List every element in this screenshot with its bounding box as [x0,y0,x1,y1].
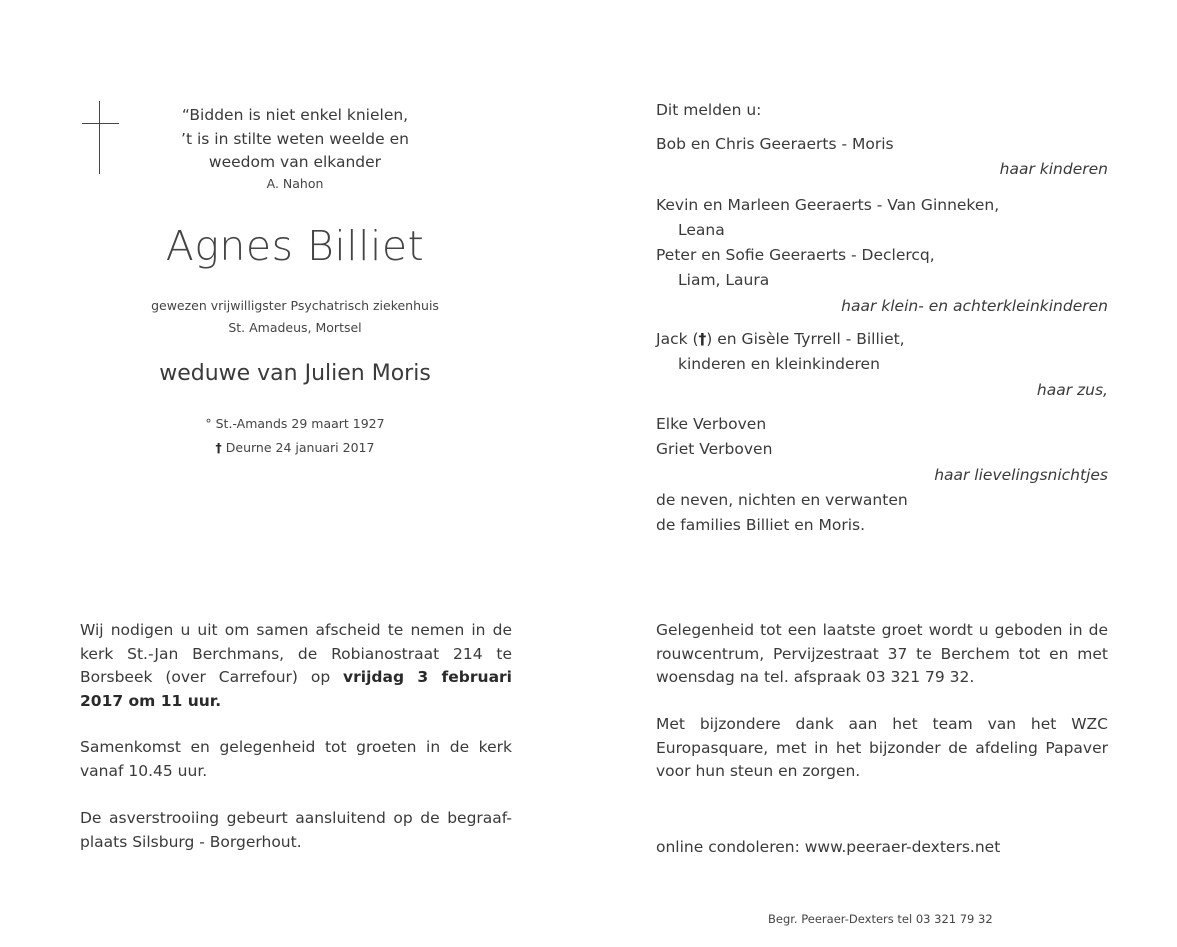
sister-label: haar zus, [1036,381,1108,399]
thanks-paragraph: Met bijzondere dank aan het team van het WZC Europasquare, met in het bijzonder de afdeling Papaver voor hun steun en zorgen. [656,715,1108,780]
widow-of: weduwe van Julien Moris [159,361,431,386]
niece-name: Griet Verboven [656,440,773,458]
birth-date: ° St.-Amands 29 maart 1927 [205,416,385,431]
grandchildren-label: haar klein- en achterkleinkinderen [841,297,1108,315]
quote-line: ’t is in stilte weten weelde en [181,129,409,148]
quote-author: A. Nahon [266,176,324,191]
role-line: gewezen vrijwilligster Psychatrisch ziekenhuis [151,298,439,313]
grandchildren-kids: Leana [678,221,725,239]
quote [100,104,490,175]
announcement-intro: Dit melden u: [656,101,762,119]
farewell-paragraph: Gelegenheid tot een laatste groet wordt u geboden in de rouwcentrum, Pervijzestraat 37 te Berchem tot en met woensdag na tel. afspraak 03 321 79 32. [656,621,1108,686]
grandchildren-kids: Liam, Laura [678,271,770,289]
ash-scattering-paragraph: De asverstrooiing gebeurt aansluitend op de begraaf-plaats Silsburg - Borgerhout. [80,809,512,851]
deceased-name: Agnes Billiet [165,222,425,270]
grandchildren-line: Kevin en Marleen Geeraerts - Van Ginneken, [656,196,1000,214]
life-dates [100,412,490,460]
sister-line: Jack (†) en Gisèle Tyrrell - Billiet, [656,330,905,348]
children-label: haar kinderen [999,160,1108,178]
dagger-icon: † [698,330,707,348]
relatives-line: de neven, nichten en verwanten [656,491,908,509]
ceremony-paragraph: Wij nodigen u uit om samen afscheid te nemen in de kerk St.-Jan Berchmans, de Robianostraat 214 te Borsbeek (over Carrefour) op vrijdag 3 februari 2017 om 11 uur. [80,621,512,710]
funeral-home-footer: Begr. Peeraer-Dexters tel 03 321 79 32 [768,912,993,926]
niece-label: haar lievelingsnichtjes [934,466,1108,484]
children-names: Bob en Chris Geeraerts - Moris [656,135,894,153]
gathering-paragraph: Samenkomst en gelegenheid tot groeten in de kerk vanaf 10.45 uur. [80,738,512,780]
ceremony-date: vrijdag 3 februari 2017 om 11 uur. [80,668,512,710]
deceased-role [100,295,490,339]
role-line: St. Amadeus, Mortsel [228,320,362,335]
sister-kids: kinderen en kleinkinderen [678,355,880,373]
relatives-line: de families Billiet en Moris. [656,516,866,534]
death-date: † Deurne 24 januari 2017 [215,440,375,455]
grandchildren-line: Peter en Sofie Geeraerts - Declercq, [656,246,935,264]
niece-name: Elke Verboven [656,415,767,433]
online-condolence: online condoleren: www.peeraer-dexters.net [656,838,1001,856]
quote-line: weedom van elkander [208,153,382,171]
dagger-icon: † [215,440,222,455]
quote-line: “Bidden is niet enkel knielen, [181,106,409,124]
